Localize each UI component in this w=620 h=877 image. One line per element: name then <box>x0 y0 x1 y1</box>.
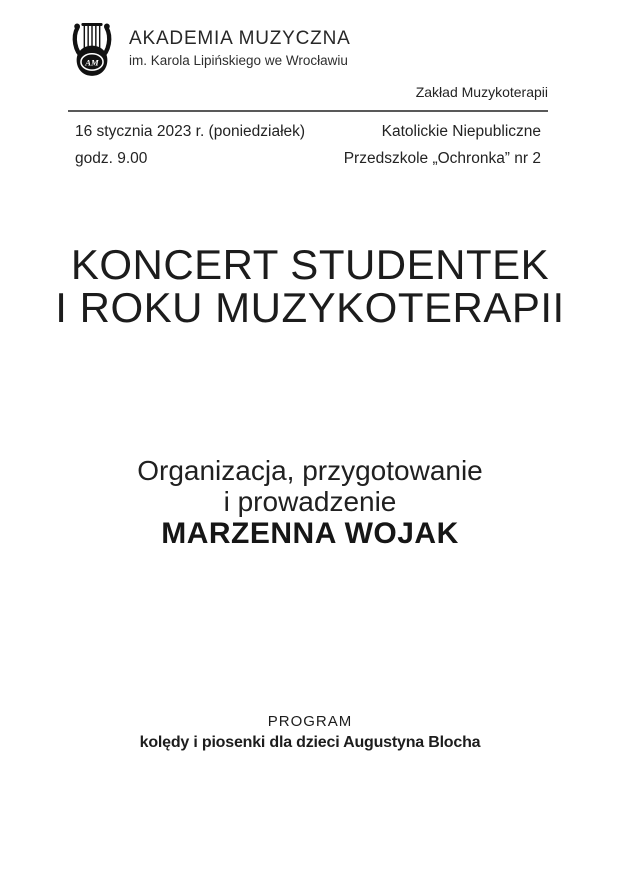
department-label: Zakład Muzykoterapii <box>415 84 548 100</box>
academy-subtitle: im. Karola Lipińskiego we Wrocławiu <box>129 53 348 68</box>
event-venue <box>344 118 541 172</box>
organizer-line2: i prowadzenie <box>223 486 397 517</box>
academy-name: AKADEMIA MUZYCZNA <box>129 28 351 49</box>
concert-title-line2: I ROKU MUZYKOTERAPII <box>55 284 565 331</box>
organizer-line1: Organizacja, przygotowanie <box>137 455 483 486</box>
venue-line1: Katolickie Niepubliczne <box>381 123 541 140</box>
program-block <box>0 711 620 753</box>
header-divider <box>68 110 548 112</box>
venue-line2: Przedszkole „Ochronka” nr 2 <box>343 150 541 167</box>
event-time: godz. 9.00 <box>75 150 148 167</box>
concert-title-line1: KONCERT STUDENTEK <box>70 241 550 288</box>
organizer-block <box>0 455 620 550</box>
academy-text-block <box>129 19 351 70</box>
organizer-name: MARZENNA WOJAK <box>161 517 459 550</box>
program-heading: PROGRAM <box>267 713 353 730</box>
event-datetime <box>75 118 305 172</box>
program-description: kolędy i piosenki dla dzieci Augustyna Blocha <box>139 734 481 751</box>
logo-monogram-text: AM <box>85 57 99 68</box>
concert-title <box>0 243 620 329</box>
lyre-logo-icon <box>68 19 116 78</box>
event-date: 16 stycznia 2023 r. (poniedziałek) <box>75 123 306 140</box>
event-info-row <box>75 118 541 172</box>
letterhead <box>68 19 351 78</box>
